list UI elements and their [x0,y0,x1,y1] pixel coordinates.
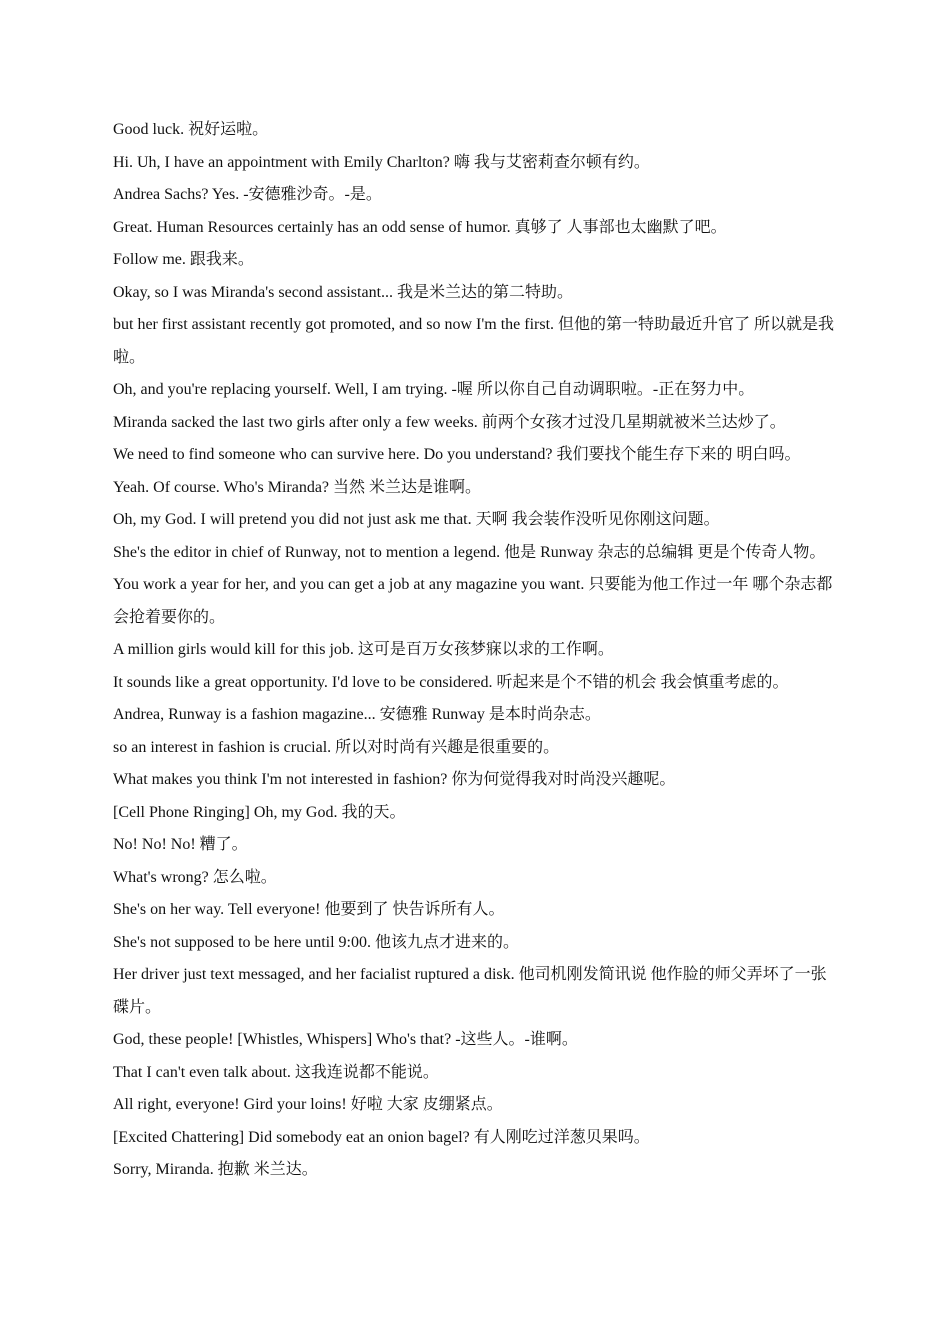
transcript-line: God, these people! [Whistles, Whispers] Who's that? -这些人。-谁啊。 [113,1031,578,1048]
transcript-line: What makes you think I'm not interested in fashion? 你为何觉得我对时尚没兴趣呢。 [113,771,676,788]
transcript-line: We need to find someone who can survive here. Do you understand? 我们要找个能生存下来的 明白吗。 [113,446,801,463]
transcript-line: No! No! No! 糟了。 [113,836,248,853]
transcript-line: Good luck. 祝好运啦。 [113,121,269,138]
transcript-line: [Excited Chattering] Did somebody eat an onion bagel? 有人刚吃过洋葱贝果吗。 [113,1128,650,1146]
transcript-line: Sorry, Miranda. 抱歉 米兰达。 [113,1161,318,1178]
subtitle-transcript [113,114,840,1187]
transcript-line: Hi. Uh, I have an appointment with Emily Charlton? 嗨 我与艾密莉查尔顿有约。 [113,153,650,171]
transcript-line: It sounds like a great opportunity. I'd love to be considered. 听起来是个不错的机会 我会慎重考虑的。 [113,673,789,691]
transcript-line: A million girls would kill for this job. 这可是百万女孩梦寐以求的工作啊。 [113,641,614,658]
transcript-line: Andrea, Runway is a fashion magazine... 安德雅 Runway 是本时尚杂志。 [113,706,601,723]
transcript-line: so an interest in fashion is crucial. 所以对时尚有兴趣是很重要的。 [113,738,560,756]
transcript-line: Andrea Sachs? Yes. -安德雅沙奇。-是。 [113,186,382,203]
transcript-line: Yeah. Of course. Who's Miranda? 当然 米兰达是谁啊。 [113,478,482,496]
transcript-line: You work a year for her, and you can get a job at any magazine you want. 只要能为他工作过一年 哪个杂志都会抢着要你的。 [113,576,833,626]
transcript-line: [Cell Phone Ringing] Oh, my God. 我的天。 [113,803,406,821]
transcript-line: Her driver just text messaged, and her facialist ruptured a disk. 他司机刚发简讯说 他作脸的师父弄坏了一张碟片。 [113,966,827,1016]
transcript-line: but her first assistant recently got promoted, and so now I'm the first. 但他的第一特助最近升官了 所以就是我啦。 [113,316,835,366]
transcript-line: Follow me. 跟我来。 [113,251,254,268]
transcript-line: What's wrong? 怎么啦。 [113,868,277,886]
transcript-line: Okay, so I was Miranda's second assistant... 我是米兰达的第二特助。 [113,283,574,301]
transcript-line: That I can't even talk about. 这我连说都不能说。 [113,1063,439,1081]
transcript-line: She's not supposed to be here until 9:00. 他该九点才进来的。 [113,933,519,951]
transcript-line: She's the editor in chief of Runway, not to mention a legend. 他是 Runway 杂志的总编辑 更是个传奇人物。 [113,543,826,561]
transcript-line: Great. Human Resources certainly has an odd sense of humor. 真够了 人事部也太幽默了吧。 [113,218,727,236]
transcript-line: She's on her way. Tell everyone! 他要到了 快告诉所有人。 [113,901,505,918]
transcript-line: All right, everyone! Gird your loins! 好啦 大家 皮绷紧点。 [113,1096,503,1113]
transcript-line: Oh, and you're replacing yourself. Well, I am trying. -喔 所以你自己自动调职啦。-正在努力中。 [113,381,755,398]
transcript-line: Miranda sacked the last two girls after only a few weeks. 前两个女孩才过没几星期就被米兰达炒了。 [113,413,786,431]
transcript-line: Oh, my God. I will pretend you did not just ask me that. 天啊 我会装作没听见你刚这问题。 [113,511,720,528]
